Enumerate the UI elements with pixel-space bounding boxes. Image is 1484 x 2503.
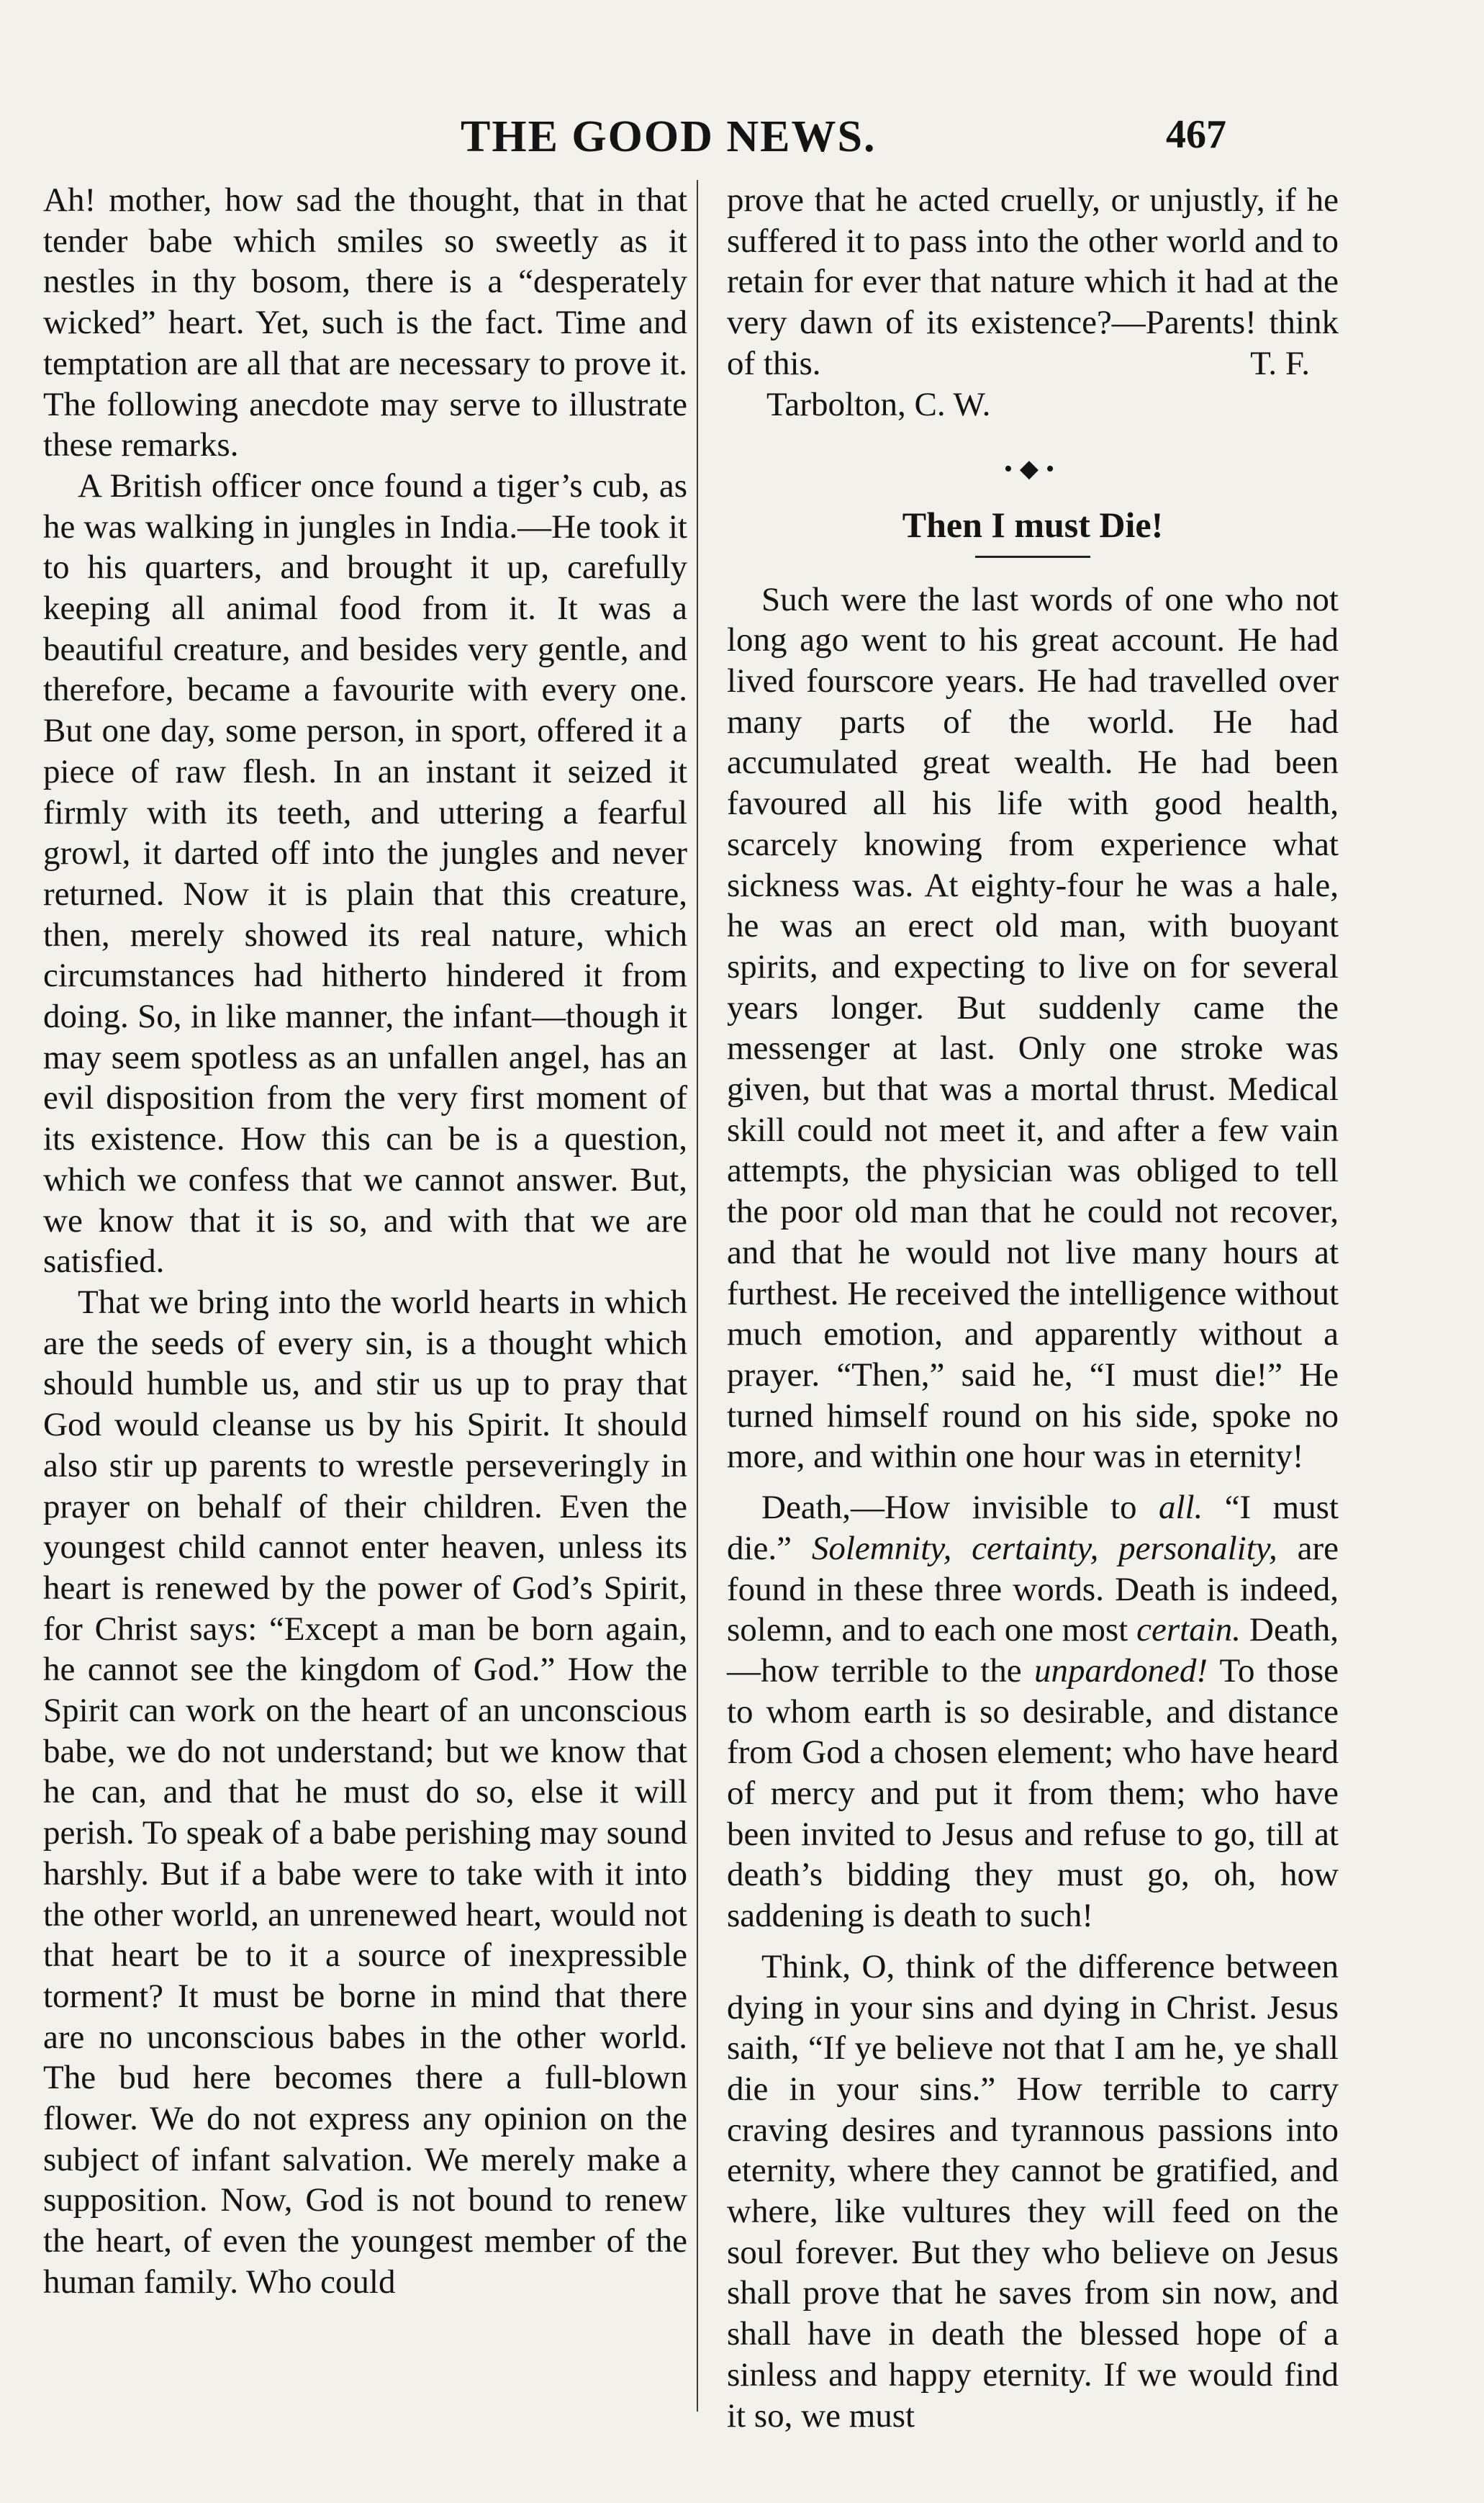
continuation-text: prove that he acted cruelly, or unjustly, if he suffered it to pass into the other world and to retain for ever that nature which it had at the very dawn of its existence?—Parents! think of this. [727,181,1339,382]
text-run: “I must die.” [727,1489,1339,1567]
text-run: To those to whom earth is so desirable, and distance from God a chosen element; who have heard of mercy and put it from them; who have been invited to Jesus and refuse to go, till at death’s bidding they must go, oh, how saddening is death to such! [727,1651,1339,1935]
paragraph: Ah! mother, how sad the thought, that in that tender babe which smiles so sweetly as it nestles in thy bosom, there is a “desperately wicked” heart. Yet, such is the fact. Time and temptation are all that are necessary to prove it. The following anecdote may serve to illustrate these remarks. [43,181,687,464]
publication-title: THE GOOD NEWS. [461,112,877,161]
paragraph: That we bring into the world hearts in which are the seeds of every sin, is a thought which should humble us, and stir us up to pray that God would cleanse us by his Spirit. It should also stir up parents to wrestle perseveringly in prayer on behalf of their children. Even the youngest child cannot enter heaven, unless its heart is renewed by the power of God’s Spirit, for Christ says: “Except a man be born again, he cannot see the kingdom of God.” How the Spirit can work on the heart of an unconscious babe, we do not understand; but we know that he can, and that he must do so, else it will perish. To speak of a babe perishing may sound harshly. But if a babe were to take with it into the other world, an unrenewed heart, would not that heart be to it a source of inexpressible torment? It must be borne in mind that there are no unconscious babes in the other world. The bud here becomes there a full-blown flower. We do not express any opinion on the subject of infant salvation. We merely make a supposition. Now, God is not bound to renew the heart, of even the youngest member of the human family. Who could [43,1283,687,2301]
right-column [727,180,1339,2436]
paragraph-continuation [727,180,1339,384]
italic-run: certain. [1136,1611,1241,1649]
text-run: are found in these three words. Death is indeed, solemn, and to each one most [727,1529,1339,1649]
italic-run: all. [1158,1489,1203,1527]
section-ornament: •◆• [1004,456,1062,483]
article-title: Then I must Die! [902,504,1164,545]
text-run: Death,—How invisible to [761,1489,1159,1527]
column-divider [697,180,698,2412]
signature: T. F. [1250,344,1310,382]
left-column [43,180,687,2303]
title-rule [975,556,1090,558]
page-header [0,86,1484,166]
page-number: 467 [1166,112,1226,157]
paragraph: Such were the last words of one who not long ago went to his great account. He had lived fourscore years. He had travelled over many parts of the world. He had accumulated great wealth. He had been favoured all his life with good health, scarcely knowing from experience what sickness was. At eighty-four he was a hale, he was an erect old man, with buoyant spirits, and expecting to live on for several years longer. But suddenly came the messenger at last. Only one stroke was given, but that was a mortal thrust. Medical skill could not meet it, and after a few vain attempts, the physician was obliged to tell the poor old man that he could not recover, and that he would not live many hours at furthest. He received the intelligence without much emotion, and apparently without a prayer. “Then,” said he, “I must die!” He turned himself round on his side, spoke no more, and within one hour was in eternity! [727,580,1339,1476]
paragraph: A British officer once found a tiger’s cub, as he was walking in jungles in India.—He took it to his quarters, and brought it up, carefully keeping all animal food from it. It was a beautiful creature, and besides very gentle, and therefore, became a favourite with every one. But one day, some person, in sport, offered it a piece of raw flesh. In an instant it seized it firmly with its teeth, and uttering a fearful growl, it darted off into the jungles and never returned. Now it is plain that this creature, then, merely showed its real nature, which circumstances had hitherto hindered it from doing. So, in like manner, the infant—though it may seem spotless as an unfallen angel, has an evil disposition from the very first moment of its existence. How this can be is a question, which we confess that we cannot answer. But, we know that it is so, and with that we are satisfied. [43,466,687,1281]
text-run: Death,—how terrible to the [727,1611,1339,1690]
paragraph [727,1487,1339,1936]
italic-run: Solemnity, certainty, personality, [811,1529,1277,1567]
italic-run: unpardoned! [1033,1651,1208,1690]
place-line: Tarbolton, C. W. [766,385,991,423]
paragraph: Think, O, think of the difference between dying in your sins and dying in Christ. Jesus saith, “If ye believe not that I am he, ye shall die in your sins.” How terrible to carry craving desires and tyrannous passions into eternity, where they cannot be gratified, and where, like vultures they will feed on the soul forever. But they who believe on Jesus shall prove that he saves from sin now, and shall have in death the blessed hope of a sinless and happy eternity. If we would find it so, we must [727,1947,1339,2435]
